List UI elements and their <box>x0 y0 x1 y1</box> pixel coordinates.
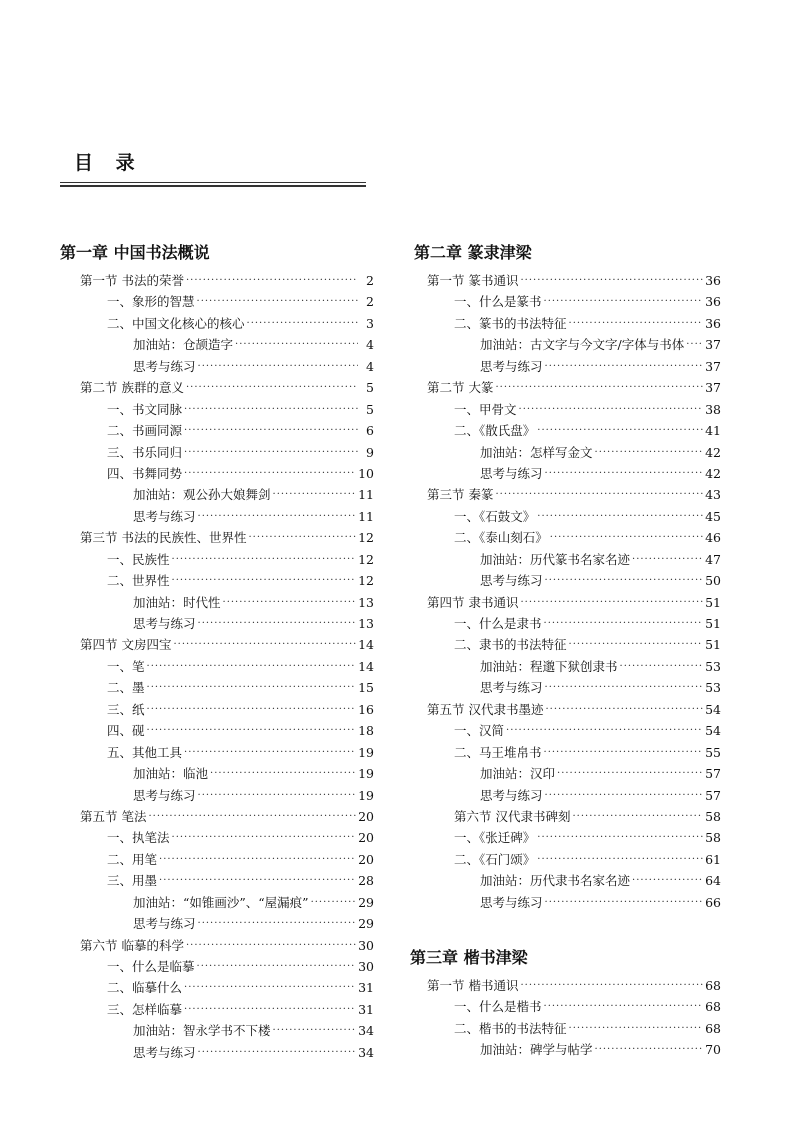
dot-leader <box>557 763 703 784</box>
dot-leader <box>184 742 356 763</box>
toc-entry-label: 第三节 秦篆 <box>427 487 494 503</box>
toc-entry[interactable] <box>80 870 374 891</box>
toc-entry[interactable] <box>80 999 374 1020</box>
title-rule-thin <box>60 182 366 183</box>
toc-list-chapter-3 <box>427 975 721 1061</box>
toc-entry[interactable] <box>80 549 374 570</box>
dot-leader <box>495 484 703 505</box>
toc-entry-page: 12 <box>358 573 374 589</box>
toc-entry-label: 加油站：时代性 <box>133 594 221 610</box>
toc-entry-label: 一、什么是临摹 <box>107 959 195 974</box>
toc-entry-page: 30 <box>358 937 374 953</box>
toc-entry-page: 47 <box>705 551 721 567</box>
toc-entry-page: 20 <box>358 851 374 867</box>
toc-entry-label: 思考与练习 <box>133 508 196 524</box>
toc-entry-label: 一、甲骨文 <box>454 401 517 417</box>
toc-entry-label: 思考与练习 <box>133 787 196 803</box>
toc-entry[interactable] <box>80 377 374 398</box>
toc-entry[interactable] <box>80 592 374 613</box>
toc-entry[interactable] <box>80 977 374 998</box>
toc-entry-page: 19 <box>358 787 374 803</box>
toc-entry-page: 31 <box>358 980 374 996</box>
toc-entry-page: 31 <box>358 1001 374 1017</box>
dot-leader <box>311 892 357 913</box>
toc-entry-page: 43 <box>705 487 721 503</box>
toc-entry-label: 第一节 篆书通识 <box>427 273 519 288</box>
page-title: 目 录 <box>74 152 143 174</box>
dot-leader <box>520 592 703 613</box>
dot-leader <box>198 913 357 934</box>
toc-entry[interactable] <box>427 892 721 913</box>
toc-entry[interactable] <box>427 270 721 291</box>
toc-entry-page: 19 <box>358 744 374 760</box>
toc-entry-page: 36 <box>705 273 721 288</box>
dot-leader <box>248 527 356 548</box>
toc-entry-label: 思考与练习 <box>133 358 196 374</box>
toc-entry-label: 二、楷书的书法特征 <box>454 1020 567 1036</box>
toc-entry-label: 一、象形的智慧 <box>107 294 195 310</box>
toc-entry-label: 加油站：“如锥画沙”、“屋漏痕” <box>133 894 309 910</box>
toc-entry-page: 68 <box>705 978 721 993</box>
dot-leader <box>198 1042 357 1063</box>
dot-leader <box>545 463 704 484</box>
toc-entry-page: 16 <box>358 701 374 717</box>
toc-entry-label: 第二节 族群的意义 <box>80 380 184 396</box>
toc-entry[interactable] <box>80 806 374 827</box>
toc-entry[interactable] <box>427 442 721 463</box>
toc-entry-label: 五、其他工具 <box>107 744 183 760</box>
toc-entry-label: 思考与练习 <box>133 916 196 932</box>
toc-entry-label: 第一节 书法的荣誉 <box>80 273 184 288</box>
toc-entry-label: 第四节 文房四宝 <box>80 637 172 653</box>
toc-entry-label: 一、《张迁碑》 <box>454 830 536 846</box>
dot-leader <box>148 806 356 827</box>
toc-entry-page: 19 <box>358 766 374 782</box>
dot-leader <box>686 334 703 355</box>
toc-entry-page: 11 <box>358 508 374 524</box>
toc-entry-page: 29 <box>358 894 374 910</box>
toc-entry-page: 20 <box>358 830 374 846</box>
toc-entry-page: 3 <box>366 315 374 331</box>
toc-entry-label: 一、民族性 <box>107 551 170 567</box>
toc-entry[interactable] <box>427 870 721 891</box>
toc-entry[interactable] <box>80 849 374 870</box>
toc-entry-page: 34 <box>358 1044 374 1060</box>
toc-entry-page: 13 <box>358 594 374 610</box>
toc-entry[interactable] <box>80 442 374 463</box>
toc-entry-page: 37 <box>705 380 721 396</box>
toc-entry-page: 42 <box>705 465 721 481</box>
toc-entry-page: 9 <box>366 444 374 460</box>
dot-leader <box>197 291 358 312</box>
toc-entry-label: 二、用笔 <box>107 851 158 867</box>
toc-entry[interactable] <box>427 377 721 398</box>
toc-entry-label: 加油站：临池 <box>133 766 209 782</box>
toc-entry-label: 加油站：怎样写金文 <box>480 444 593 460</box>
toc-entry-page: 54 <box>705 723 721 739</box>
dot-leader <box>569 634 704 655</box>
toc-entry-page: 51 <box>705 616 721 631</box>
toc-entry[interactable] <box>427 975 721 996</box>
toc-entry[interactable] <box>427 656 721 677</box>
dot-leader <box>506 720 703 741</box>
dot-leader <box>569 313 704 334</box>
toc-entry-page: 54 <box>705 701 721 717</box>
dot-leader <box>184 420 358 441</box>
toc-entry-label: 四、砚 <box>107 723 145 739</box>
toc-entry[interactable] <box>427 527 721 548</box>
dot-leader <box>172 549 357 570</box>
dot-leader <box>172 570 357 591</box>
toc-entry-label: 三、纸 <box>107 701 145 717</box>
dot-leader <box>550 527 703 548</box>
dot-leader <box>198 506 357 527</box>
toc-entry-label: 四、书舞同势 <box>107 465 183 481</box>
toc-entry-label: 二、世界性 <box>107 573 170 589</box>
toc-entry-page: 57 <box>705 766 721 782</box>
toc-entry-page: 12 <box>358 530 374 546</box>
toc-entry-label: 一、书文同脉 <box>107 401 183 417</box>
toc-entry-page: 4 <box>366 358 374 374</box>
dot-leader <box>184 977 356 998</box>
toc-entry[interactable] <box>80 399 374 420</box>
toc-entry-label: 三、怎样临摹 <box>107 1001 183 1017</box>
toc-entry[interactable] <box>80 1042 374 1063</box>
toc-entry-label: 加油站：汉印 <box>480 766 556 782</box>
toc-entry[interactable] <box>427 699 721 720</box>
toc-entry[interactable] <box>80 420 374 441</box>
toc-entry-page: 50 <box>705 573 721 589</box>
toc-entry[interactable] <box>80 699 374 720</box>
dot-leader <box>147 699 357 720</box>
toc-entry-label: 第六节 汉代隶书碑刻 <box>454 808 571 824</box>
toc-entry-label: 三、书乐同归 <box>107 444 183 460</box>
toc-entry[interactable] <box>427 334 721 355</box>
dot-leader <box>537 420 703 441</box>
toc-entry[interactable] <box>427 996 721 1017</box>
toc-entry[interactable] <box>80 527 374 548</box>
dot-leader <box>545 699 703 720</box>
toc-entry-page: 5 <box>366 380 374 396</box>
toc-entry-label: 思考与练习 <box>480 787 543 803</box>
title-rule-thick <box>60 185 366 187</box>
toc-entry-page: 14 <box>358 658 374 674</box>
toc-entry-label: 思考与练习 <box>133 616 196 631</box>
toc-entry-label: 一、什么是隶书 <box>454 616 542 631</box>
dot-leader <box>186 935 356 956</box>
dot-leader <box>198 613 357 634</box>
dot-leader <box>545 892 704 913</box>
dot-leader <box>198 785 357 806</box>
toc-entry-page: 58 <box>705 830 721 846</box>
toc-entry[interactable] <box>427 1018 721 1039</box>
toc-entry-page: 13 <box>358 616 374 631</box>
toc-entry-label: 思考与练习 <box>480 894 543 910</box>
toc-entry[interactable] <box>427 291 721 312</box>
toc-entry-page: 37 <box>705 337 721 353</box>
toc-entry-page: 5 <box>366 401 374 417</box>
toc-entry-page: 2 <box>366 273 374 288</box>
toc-entry-label: 一、汉简 <box>454 723 505 739</box>
toc-entry-page: 45 <box>705 508 721 524</box>
dot-leader <box>544 613 704 634</box>
toc-entry-page: 51 <box>705 637 721 653</box>
toc-entry[interactable] <box>427 484 721 505</box>
dot-leader <box>537 849 703 870</box>
toc-entry-label: 二、《泰山刻石》 <box>454 530 548 546</box>
toc-entry-label: 加油站：历代篆书名家名迹 <box>480 551 631 567</box>
toc-entry-page: 55 <box>705 744 721 760</box>
chapter-heading: 第二章 篆隶津梁 <box>414 243 532 262</box>
toc-entry[interactable] <box>80 827 374 848</box>
toc-entry-page: 14 <box>358 637 374 653</box>
toc-entry[interactable] <box>427 549 721 570</box>
toc-entry-page: 41 <box>705 423 721 439</box>
toc-entry[interactable] <box>80 291 374 312</box>
toc-entry[interactable] <box>80 270 374 291</box>
toc-entry-label: 第三节 书法的民族性、世界性 <box>80 530 247 546</box>
toc-entry[interactable] <box>427 613 721 634</box>
toc-entry-label: 二、临摹什么 <box>107 980 183 996</box>
toc-entry-page: 20 <box>358 808 374 824</box>
dot-leader <box>184 399 358 420</box>
toc-entry-page: 66 <box>705 894 721 910</box>
toc-entry[interactable] <box>80 763 374 784</box>
dot-leader <box>184 442 358 463</box>
toc-entry-label: 二、马王堆帛书 <box>454 744 542 760</box>
dot-leader <box>159 870 356 891</box>
toc-entry-page: 11 <box>358 487 374 503</box>
dot-leader <box>632 549 703 570</box>
toc-entry[interactable] <box>80 506 374 527</box>
toc-entry-page: 12 <box>358 551 374 567</box>
dot-leader <box>172 827 357 848</box>
toc-entry[interactable] <box>427 313 721 334</box>
toc-entry-label: 思考与练习 <box>480 358 543 374</box>
toc-entry-label: 思考与练习 <box>133 1044 196 1060</box>
dot-leader <box>519 399 704 420</box>
toc-entry[interactable] <box>80 742 374 763</box>
toc-entry-label: 二、书画同源 <box>107 423 183 439</box>
toc-entry-label: 加油站：历代隶书名家名迹 <box>480 873 631 889</box>
toc-entry[interactable] <box>427 356 721 377</box>
dot-leader <box>159 849 356 870</box>
toc-entry-label: 一、什么是楷书 <box>454 999 542 1015</box>
dot-leader <box>273 1020 357 1041</box>
toc-entry-page: 64 <box>705 873 721 889</box>
toc-entry[interactable] <box>427 806 721 827</box>
dot-leader <box>544 742 704 763</box>
toc-entry-page: 38 <box>705 401 721 417</box>
toc-entry[interactable] <box>80 1020 374 1041</box>
dot-leader <box>569 1018 704 1039</box>
chapter-heading: 第一章 中国书法概说 <box>60 243 210 262</box>
toc-entry-page: 30 <box>358 959 374 974</box>
toc-entry[interactable] <box>80 956 374 977</box>
toc-entry-page: 37 <box>705 358 721 374</box>
toc-entry-page: 42 <box>705 444 721 460</box>
toc-entry[interactable] <box>427 506 721 527</box>
dot-leader <box>184 999 356 1020</box>
chapter-heading: 第三章 楷书津梁 <box>410 948 528 967</box>
toc-entry[interactable] <box>427 763 721 784</box>
toc-entry-page: 57 <box>705 787 721 803</box>
toc-entry[interactable] <box>80 720 374 741</box>
toc-entry[interactable] <box>80 913 374 934</box>
dot-leader <box>572 806 703 827</box>
toc-entry-label: 一、什么是篆书 <box>454 294 542 310</box>
toc-entry-label: 加油站：智永学书不下楼 <box>133 1023 271 1039</box>
toc-entry[interactable] <box>427 399 721 420</box>
toc-entry-label: 第五节 汉代隶书墨迹 <box>427 701 544 717</box>
toc-entry-page: 46 <box>705 530 721 546</box>
dot-leader <box>495 377 703 398</box>
dot-leader <box>186 377 358 398</box>
toc-entry-label: 二、《散氏盘》 <box>454 423 536 439</box>
toc-entry-page: 70 <box>705 1042 721 1058</box>
dot-leader <box>520 975 703 996</box>
dot-leader <box>184 463 356 484</box>
dot-leader <box>223 592 357 613</box>
toc-entry[interactable] <box>80 656 374 677</box>
toc-entry-label: 第二节 大篆 <box>427 380 494 396</box>
toc-entry-label: 加油站：碑学与帖学 <box>480 1042 593 1058</box>
dot-leader <box>173 634 356 655</box>
dot-leader <box>620 656 704 677</box>
dot-leader <box>595 1039 704 1060</box>
toc-entry[interactable] <box>80 484 374 505</box>
toc-entry[interactable] <box>427 785 721 806</box>
toc-entry-label: 三、用墨 <box>107 873 158 889</box>
toc-entry-label: 第四节 隶书通识 <box>427 594 519 610</box>
toc-entry-label: 二、篆书的书法特征 <box>454 315 567 331</box>
toc-entry-label: 二、墨 <box>107 680 145 696</box>
dot-leader <box>545 570 704 591</box>
dot-leader <box>537 506 703 527</box>
dot-leader <box>147 720 357 741</box>
toc-entry-label: 思考与练习 <box>480 465 543 481</box>
toc-entry-page: 51 <box>705 594 721 610</box>
dot-leader <box>186 270 358 291</box>
toc-entry-page: 15 <box>358 680 374 696</box>
toc-entry[interactable] <box>427 742 721 763</box>
toc-entry-label: 加油站：仓颉造字 <box>133 337 234 353</box>
toc-entry-page: 53 <box>705 658 721 674</box>
toc-list-chapter-1 <box>80 270 374 1063</box>
dot-leader <box>210 763 356 784</box>
toc-entry-page: 68 <box>705 999 721 1015</box>
dot-leader <box>147 656 357 677</box>
toc-entry[interactable] <box>427 677 721 698</box>
toc-entry[interactable] <box>80 334 374 355</box>
toc-entry[interactable] <box>80 935 374 956</box>
toc-entry[interactable] <box>80 613 374 634</box>
toc-entry-page: 34 <box>358 1023 374 1039</box>
toc-entry-page: 36 <box>705 315 721 331</box>
toc-entry-label: 加油站：观公孙大娘舞剑 <box>133 487 271 503</box>
toc-entry-page: 4 <box>366 337 374 353</box>
dot-leader <box>235 334 358 355</box>
toc-entry[interactable] <box>427 592 721 613</box>
toc-entry[interactable] <box>80 313 374 334</box>
toc-entry[interactable] <box>80 634 374 655</box>
toc-entry[interactable] <box>80 785 374 806</box>
toc-entry-page: 61 <box>705 851 721 867</box>
toc-entry[interactable] <box>427 827 721 848</box>
toc-entry[interactable] <box>80 356 374 377</box>
toc-entry-page: 58 <box>705 808 721 824</box>
toc-entry[interactable] <box>427 463 721 484</box>
toc-entry-label: 第六节 临摹的科学 <box>80 937 184 953</box>
toc-entry[interactable] <box>427 1039 721 1060</box>
dot-leader <box>147 677 357 698</box>
dot-leader <box>544 996 704 1017</box>
toc-entry-page: 18 <box>358 723 374 739</box>
toc-entry-label: 第五节 笔法 <box>80 808 147 824</box>
toc-entry-label: 一、笔 <box>107 658 145 674</box>
toc-entry-page: 36 <box>705 294 721 310</box>
dot-leader <box>197 956 357 977</box>
toc-entry-label: 加油站：古文字与今文字/字体与书体 <box>480 337 685 353</box>
dot-leader <box>247 313 358 334</box>
toc-entry[interactable] <box>80 570 374 591</box>
toc-entry-page: 29 <box>358 916 374 932</box>
toc-entry-page: 28 <box>358 873 374 889</box>
toc-entry-label: 一、《石鼓文》 <box>454 508 536 524</box>
toc-entry[interactable] <box>427 849 721 870</box>
toc-entry[interactable] <box>427 634 721 655</box>
toc-entry[interactable] <box>80 892 374 913</box>
toc-entry-label: 二、《石门颂》 <box>454 851 536 867</box>
toc-entry-label: 二、隶书的书法特征 <box>454 637 567 653</box>
toc-entry[interactable] <box>427 420 721 441</box>
toc-entry[interactable] <box>427 720 721 741</box>
toc-entry[interactable] <box>80 677 374 698</box>
dot-leader <box>198 356 358 377</box>
toc-entry-label: 加油站：程邈下狱创隶书 <box>480 658 618 674</box>
toc-entry-page: 10 <box>358 465 374 481</box>
toc-entry-label: 第一节 楷书通识 <box>427 978 519 993</box>
dot-leader <box>545 356 704 377</box>
dot-leader <box>520 270 703 291</box>
dot-leader <box>545 677 704 698</box>
dot-leader <box>273 484 357 505</box>
toc-list-chapter-2 <box>427 270 721 913</box>
dot-leader <box>544 291 704 312</box>
toc-entry-label: 思考与练习 <box>480 680 543 696</box>
toc-entry[interactable] <box>80 463 374 484</box>
toc-entry-page: 68 <box>705 1020 721 1036</box>
toc-entry-page: 2 <box>366 294 374 310</box>
toc-entry-page: 6 <box>366 423 374 439</box>
dot-leader <box>537 827 703 848</box>
toc-entry-label: 思考与练习 <box>480 573 543 589</box>
toc-entry-page: 53 <box>705 680 721 696</box>
toc-entry-label: 一、执笔法 <box>107 830 170 846</box>
toc-entry-label: 二、中国文化核心的核心 <box>107 315 245 331</box>
toc-entry[interactable] <box>427 570 721 591</box>
dot-leader <box>545 785 704 806</box>
dot-leader <box>632 870 703 891</box>
dot-leader <box>595 442 704 463</box>
